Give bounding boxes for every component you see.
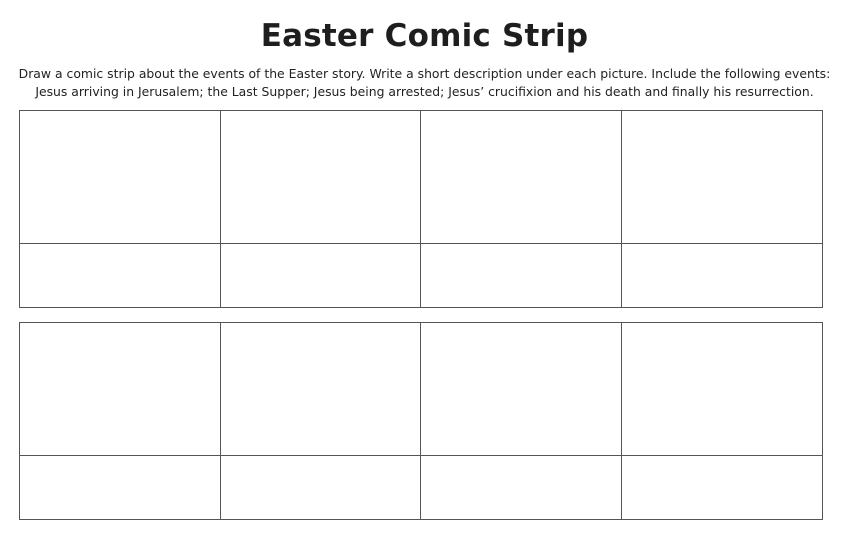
description-box-6[interactable] — [221, 456, 422, 519]
instructions-text: Draw a comic strip about the events of the Easter story. Write a short description under each picture. Include the following events: Jesus arriving in Jerusalem; the Last Supper; Jesus being arrested; Jesus’ crucifixion and his death and finally his resurrection. — [18, 66, 831, 99]
picture-box-5[interactable] — [20, 323, 221, 456]
picture-box-1[interactable] — [20, 111, 221, 244]
picture-box-4[interactable] — [622, 111, 823, 244]
comic-strip-2 — [19, 322, 823, 520]
description-box-2[interactable] — [221, 244, 422, 307]
description-box-8[interactable] — [622, 456, 823, 519]
picture-box-7[interactable] — [421, 323, 622, 456]
comic-strip-1 — [19, 110, 823, 308]
page-title: Easter Comic Strip — [260, 18, 589, 54]
picture-box-6[interactable] — [221, 323, 422, 456]
description-box-7[interactable] — [421, 456, 622, 519]
description-box-3[interactable] — [421, 244, 622, 307]
picture-box-3[interactable] — [421, 111, 622, 244]
picture-box-2[interactable] — [221, 111, 422, 244]
description-box-4[interactable] — [622, 244, 823, 307]
description-box-1[interactable] — [20, 244, 221, 307]
description-box-5[interactable] — [20, 456, 221, 519]
picture-box-8[interactable] — [622, 323, 823, 456]
